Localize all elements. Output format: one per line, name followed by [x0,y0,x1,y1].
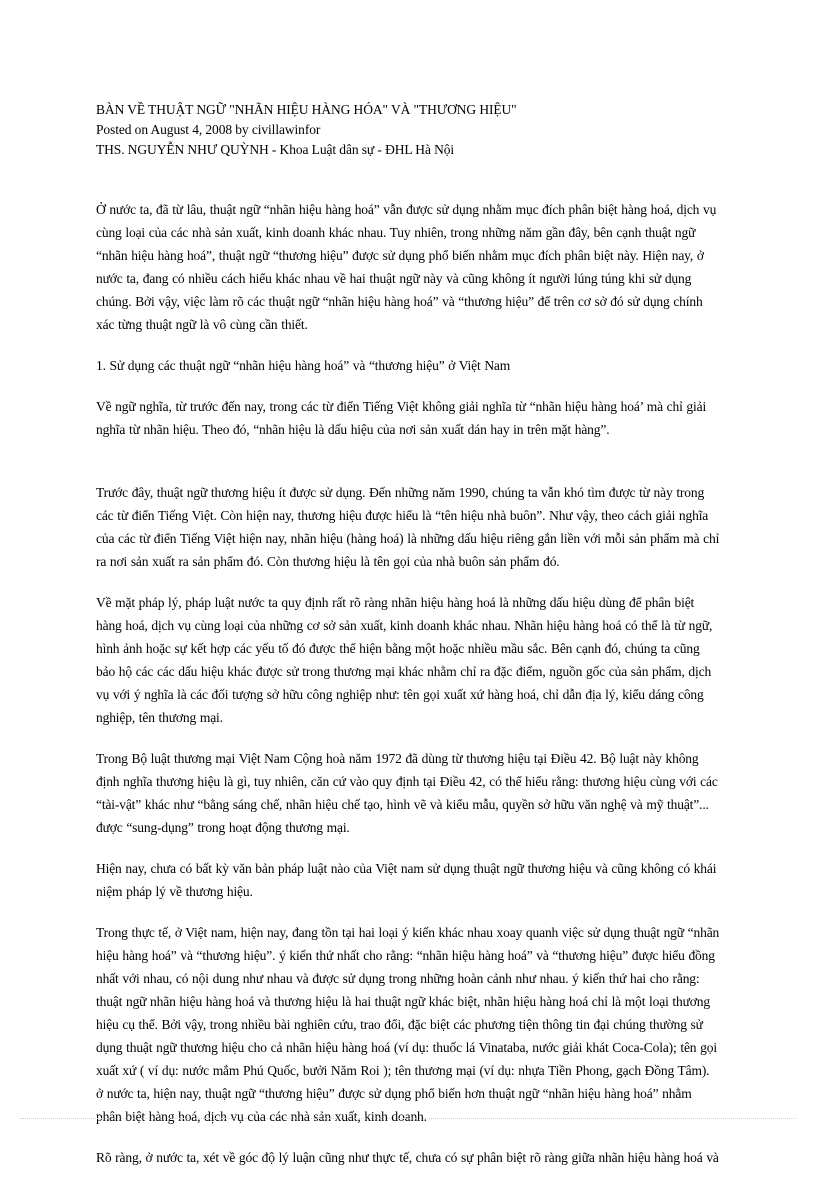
page-bottom-divider [20,1118,796,1119]
article-title: BÀN VỀ THUẬT NGỮ "NHÃN HIỆU HÀNG HÓA" VÀ "THƯƠNG HIỆU" [96,102,517,117]
paragraph-semantics: Về ngữ nghĩa, từ trước đến nay, trong các từ điển Tiếng Việt không giải nghĩa từ “nhãn hiệu hàng hoá’ mà chỉ giải nghĩa từ nhãn hiệu. Theo đó, “nhãn hiệu là dấu hiệu của nơi sản xuất dán hay in trên mặt hàng”. [96,399,707,437]
paragraph-history: Trước đây, thuật ngữ thương hiệu ít được sử dụng. Đến những năm 1990, chúng ta vẫn khó tìm được từ này trong các từ điển Tiếng Việt. Còn hiện nay, thương hiệu được hiểu là “tên hiệu nhà buôn”. Như vậy, theo cách giải nghĩa của các từ điển Tiếng Việt hiện nay, nhãn hiệu (hàng hoá) là những dấu hiệu riêng gắn liền với mỗi sản phẩm mà chỉ ra nơi sản xuất ra sản phẩm đó. Còn thương hiệu là tên gọi của nhà buôn sản phẩm đó. [96,485,720,569]
post-meta: Posted on August 4, 2008 by civillawinfor [96,122,321,137]
paragraph-practice: Trong thực tế, ở Việt nam, hiện nay, đang tồn tại hai loại ý kiến khác nhau xoay quanh việc sử dụng thuật ngữ “nhãn hiệu hàng hoá” và “thương hiệu”. ý kiến thứ nhất cho rằng: “nhãn hiệu hàng hoá” và “thương hiệu” được hiểu đồng nhất với nhau, có nội dung như nhau và được sử dụng trong những hoàn cảnh như nhau. ý kiến thứ hai cho rằng: thuật ngữ nhãn hiệu hàng hoá và thương hiệu là hai thuật ngữ khác biệt, nhãn hiệu hàng hoá chỉ là một loại thương hiệu cụ thể. Bởi vậy, trong nhiều bài nghiên cứu, trao đổi, đặc biệt các phương tiện thông tin đại chúng thường sử dụng thuật ngữ thương hiệu cho cả nhãn hiệu hàng hoá (ví dụ: thuốc lá Vinataba, nước giải khát Coca-Cola); tên gọi xuất xứ ( ví dụ: nước mắm Phú Quốc, bưởi Năm Roi ); tên thương mại (ví dụ: nhựa Tiền Phong, gạch Đồng Tâm). ở nước ta, hiện nay, thuật ngữ “thương hiệu” được sử dụng phổ biến hơn thuật ngữ “nhãn hiệu hàng hoá” nhằm phân biệt hàng hoá, dịch vụ của các nhà sản xuất, kinh doanh. [96,925,720,1124]
author-line: THS. NGUYỄN NHƯ QUỲNH - Khoa Luật dân sự - ĐHL Hà Nội [96,142,455,157]
header-spacer [96,160,720,198]
section-heading-1: 1. Sử dụng các thuật ngữ “nhãn hiệu hàng hoá” và “thương hiệu” ở Việt Nam [96,358,511,373]
paragraph-conclusion: Rõ ràng, ở nước ta, xét về góc độ lý luận cũng như thực tế, chưa có sự phân biệt rõ ràng giữa nhãn hiệu hàng hoá và [96,1150,719,1165]
paragraph-intro: Ở nước ta, đã từ lâu, thuật ngữ “nhãn hiệu hàng hoá” vẫn được sử dụng nhằm mục đích phân biệt hàng hoá, dịch vụ cùng loại của các nhà sản xuất, kinh doanh khác nhau. Tuy nhiên, trong những năm gần đây, bên cạnh thuật ngữ “nhãn hiệu hàng hoá”, thuật ngữ “thương hiệu” được sử dụng phổ biến nhằm mục đích phân biệt này. Hiện nay, ở nước ta, đang có nhiều cách hiểu khác nhau về hai thuật ngữ này và cũng không ít người lúng túng khi sử dụng chúng. Bởi vậy, việc làm rõ các thuật ngữ “nhãn hiệu hàng hoá” và “thương hiệu” để trên cơ sở đó sử dụng chính xác từng thuật ngữ là vô cùng cần thiết. [96,202,717,332]
paragraph-current-law: Hiện nay, chưa có bất kỳ văn bản pháp luật nào của Việt nam sử dụng thuật ngữ thương hiệu và cũng không có khái niệm pháp lý về thương hiệu. [96,861,717,899]
document-page [96,100,720,1187]
paragraph-commercial-code: Trong Bộ luật thương mại Việt Nam Cộng hoà năm 1972 đã dùng từ thương hiệu tại Điều 42. Bộ luật này không định nghĩa thương hiệu là gì, tuy nhiên, căn cứ vào quy định tại Điều 42, có thể hiểu rằng: thương hiệu cùng với các “tài-vật” khác như “bằng sáng chế, nhãn hiệu chế tạo, hình vẽ và kiểu mẫu, quyền sở hữu văn nghệ và mỹ thuật”... được “sung-dụng” trong hoạt động thương mại. [96,751,718,835]
paragraph-legal: Về mặt pháp lý, pháp luật nước ta quy định rất rõ ràng nhãn hiệu hàng hoá là những dấu hiệu dùng để phân biệt hàng hoá, dịch vụ cùng loại của những cơ sở sản xuất, kinh doanh khác nhau. Nhãn hiệu hàng hoá có thể là từ ngữ, hình ảnh hoặc sự kết hợp các yếu tố đó được thể hiện bằng một hoặc nhiều mầu sắc. Bên cạnh đó, chúng ta cũng bảo hộ các các dấu hiệu khác được sử trong thương mại khác nhằm chỉ ra đặc điểm, nguồn gốc của sản phẩm, dịch vụ với ý nghĩa là các đối tượng sở hữu công nghiệp như: tên gọi xuất xứ hàng hoá, chỉ dẫn địa lý, kiểu dáng công nghiệp, tên thương mại. [96,595,713,725]
